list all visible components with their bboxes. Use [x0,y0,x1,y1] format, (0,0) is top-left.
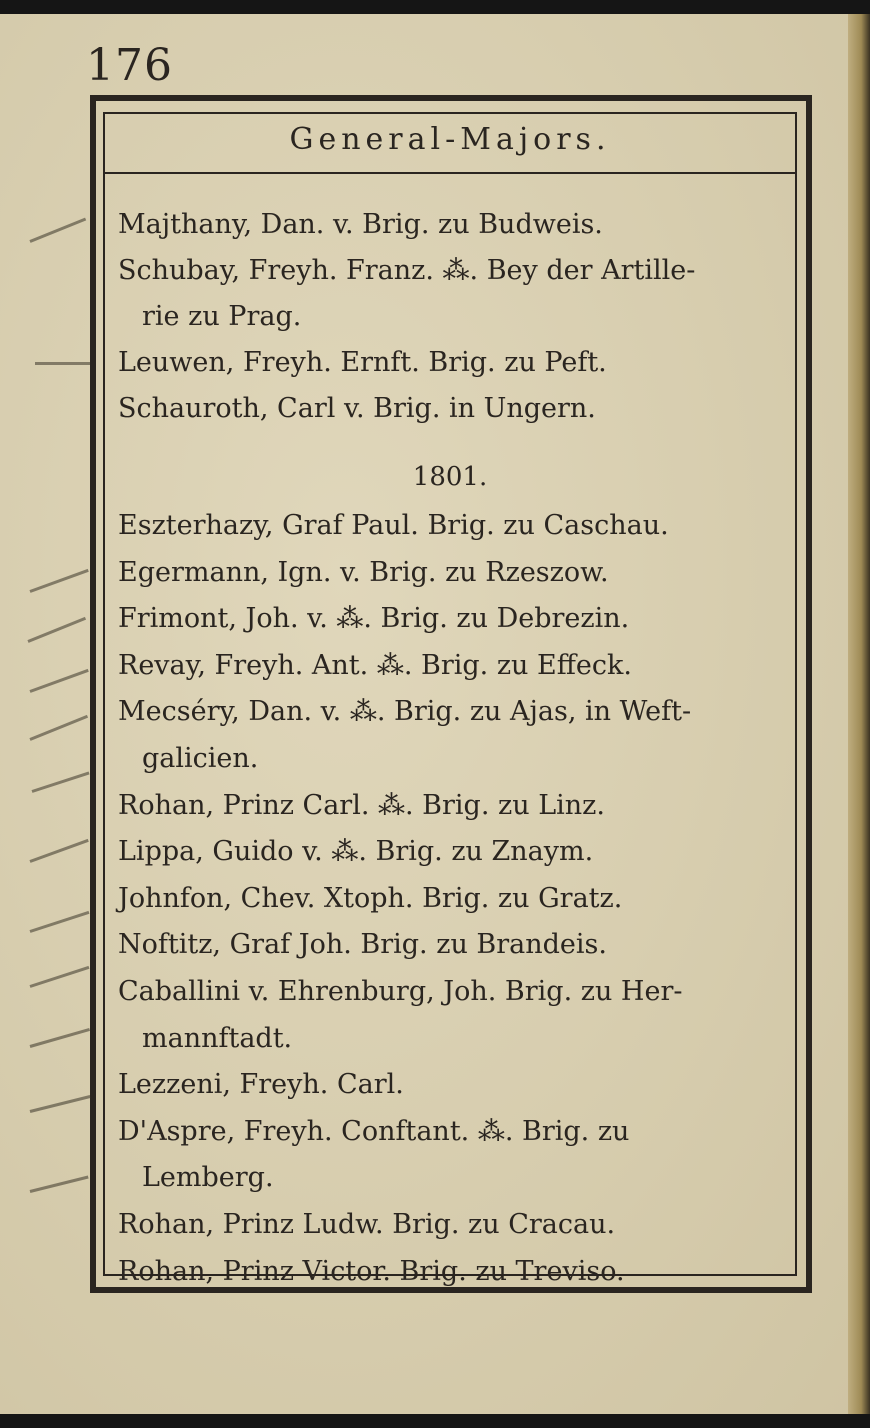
officer-entry: Revay, Freyh. Ant. ⁂. Brig. zu Effeck. [118,649,632,681]
page-edge [848,14,870,1414]
heading-divider [105,172,795,174]
officer-entry: Johnfon, Chev. Xtoph. Brig. zu Gratz. [118,882,623,914]
officer-entry: Caballini v. Ehrenburg, Joh. Brig. zu Her- [118,976,683,1007]
page-number: 176 [86,40,173,91]
officer-entry-continuation: rie zu Prag. [142,301,302,332]
officer-entry: Lippa, Guido v. ⁂. Brig. zu Znaym. [118,836,594,868]
officer-entry: Noftitz, Graf Joh. Brig. zu Brandeis. [118,929,607,961]
officer-entry: Mecséry, Dan. v. ⁂. Brig. zu Ajas, in Weft- [118,696,692,728]
officer-entry-continuation: mannftadt. [142,1022,293,1054]
officer-entry: Rohan, Prinz Ludw. Brig. zu Cracau. [118,1209,616,1240]
officer-entry: Majthany, Dan. v. Brig. zu Budweis. [118,209,603,240]
officer-entry: Schauroth, Carl v. Brig. in Ungern. [118,393,596,424]
margin-mark [35,362,90,365]
officer-entry: Frimont, Joh. v. ⁂. Brig. zu Debrezin. [118,603,630,635]
officer-entry-continuation: galicien. [142,743,259,774]
officer-entry: Rohan, Prinz Victor. Brig. zu Treviso. [118,1255,625,1287]
section-heading: General-Majors. [289,122,611,157]
officer-entry: Lezzeni, Freyh. Carl. [118,1069,404,1101]
officer-entry: Schubay, Freyh. Franz. ⁂. Bey der Artille- [118,255,696,286]
officer-entry: Rohan, Prinz Carl. ⁂. Brig. zu Linz. [118,789,605,821]
officer-entry: Eszterhazy, Graf Paul. Brig. zu Caschau. [118,510,669,541]
officer-entry: Egermann, Ign. v. Brig. zu Rzeszow. [118,556,609,588]
year-heading: 1801. [412,462,488,492]
officer-entry-continuation: Lemberg. [142,1162,274,1194]
officer-entry: Leuwen, Freyh. Ernft. Brig. zu Peft. [118,347,607,378]
officer-entry: D'Aspre, Freyh. Conftant. ⁂. Brig. zu [118,1115,630,1147]
